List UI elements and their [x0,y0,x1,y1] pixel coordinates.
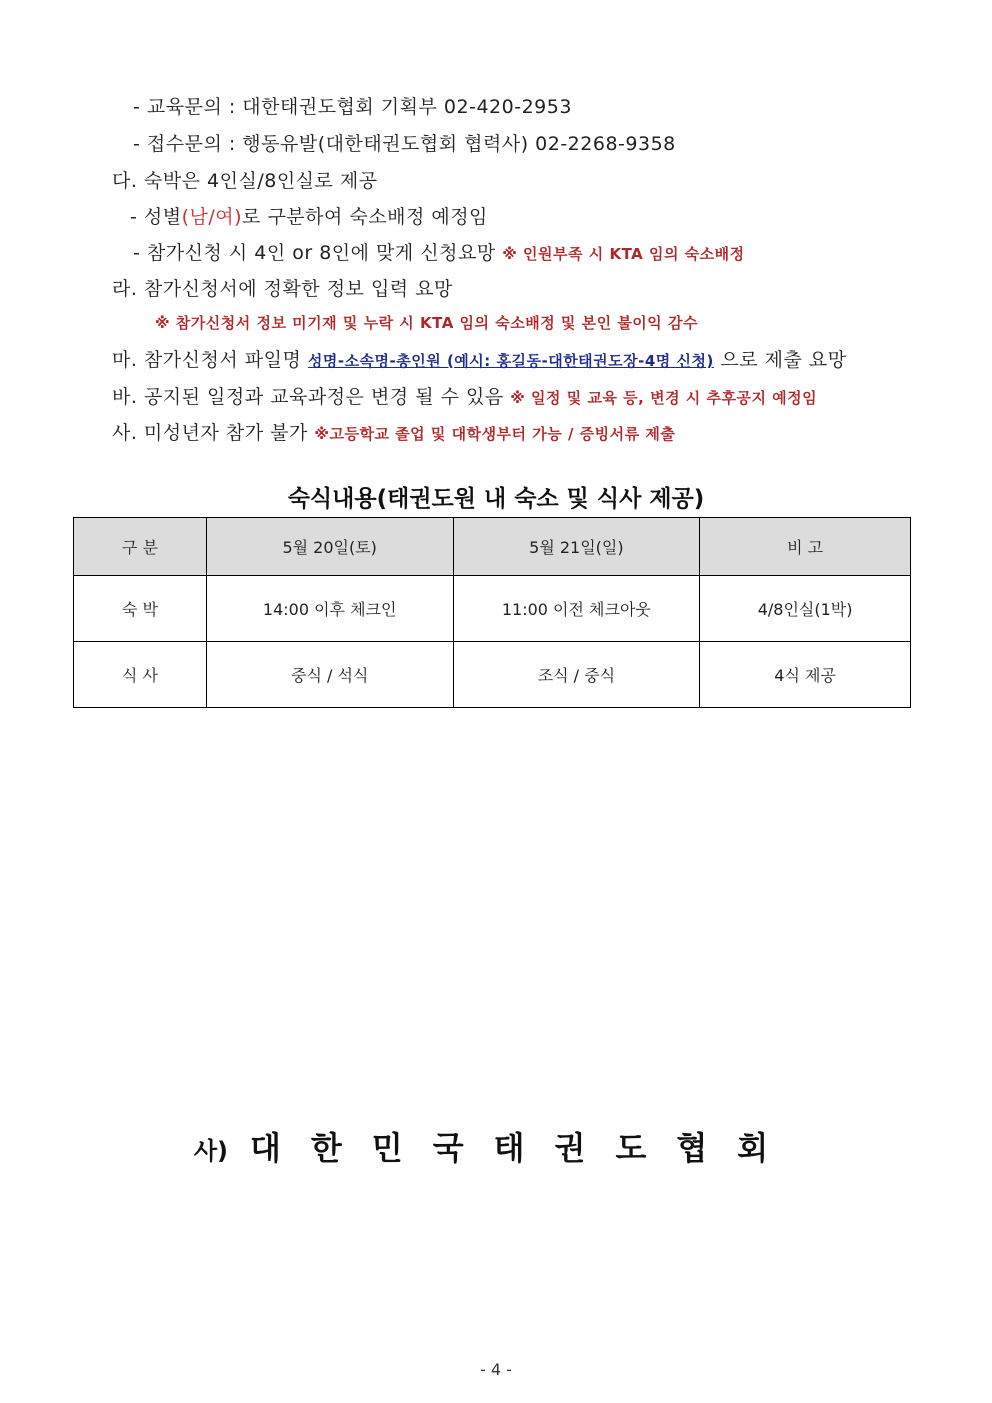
table-cell: 중식 / 석식 [206,642,453,708]
table-cell: 11:00 이전 체크아웃 [453,576,700,642]
gender-pre: - 성별 [130,206,182,228]
table-header-row [74,518,911,576]
table-cell: 조식 / 중식 [453,642,700,708]
table-row [74,642,911,708]
filename-format: 성명-소속명-총인원 (예시: 홍길동-대한태권도장-4명 신청) [307,352,714,370]
header-category: 구 분 [74,518,207,576]
item-ra-accurate-info: 라. 참가신청서에 정확한 정보 입력 요망 [112,278,453,300]
table-cell: 식 사 [74,642,207,708]
gender-assignment [130,202,488,229]
table-cell: 4식 제공 [700,642,911,708]
gender-post: 로 구분하여 숙소배정 예정임 [242,206,488,228]
header-may21: 5월 21일(일) [453,518,700,576]
schedule-change-text: 바. 공지된 일정과 교육과정은 변경 될 수 있음 [112,386,504,408]
table-row [74,576,911,642]
header-remarks: 비 고 [700,518,911,576]
org-name-text: 대한민국태권도협회 [249,1129,799,1167]
room-request [133,238,745,265]
header-may20: 5월 20일(토) [206,518,453,576]
item-da-lodging: 다. 숙박은 4인실/8인실로 제공 [112,170,378,192]
item-ma-filename [112,345,847,372]
item-ba-schedule-change [112,382,817,409]
room-request-text: - 참가신청 시 4인 or 8인에 맞게 신청요망 [133,242,496,264]
org-prefix: 사) [193,1137,228,1165]
schedule-change-note: ※ 일정 및 교육 등, 변경 시 추후공지 예정임 [510,389,818,407]
item-sa-minors [112,418,675,445]
lodging-meal-table [73,517,911,708]
page-number: - 4 - [480,1360,512,1379]
table-cell: 4/8인실(1박) [700,576,911,642]
table-cell: 숙 박 [74,576,207,642]
organization-name [0,1123,992,1169]
filename-post: 으로 제출 요망 [720,349,847,371]
minors-text: 사. 미성년자 참가 불가 [112,422,308,444]
minors-note: ※고등학교 졸업 및 대학생부터 가능 / 증빙서류 제출 [314,425,676,443]
table-title: 숙식내용(태권도원 내 숙소 및 식사 제공) [287,486,705,512]
registration-inquiry: - 접수문의 : 행동유발(대한태권도협회 협력사) 02-2268-9358 [133,133,676,155]
room-request-note: ※ 인원부족 시 KTA 임의 숙소배정 [502,245,745,263]
missing-info-note: ※ 참가신청서 정보 미기재 및 누락 시 KTA 임의 숙소배정 및 본인 불이익 감수 [155,314,698,332]
education-inquiry: - 교육문의 : 대한태권도협회 기획부 02-420-2953 [133,96,572,118]
gender-highlight: (남/여) [181,206,243,228]
filename-pre: 마. 참가신청서 파일명 [112,349,302,371]
table-cell: 14:00 이후 체크인 [206,576,453,642]
